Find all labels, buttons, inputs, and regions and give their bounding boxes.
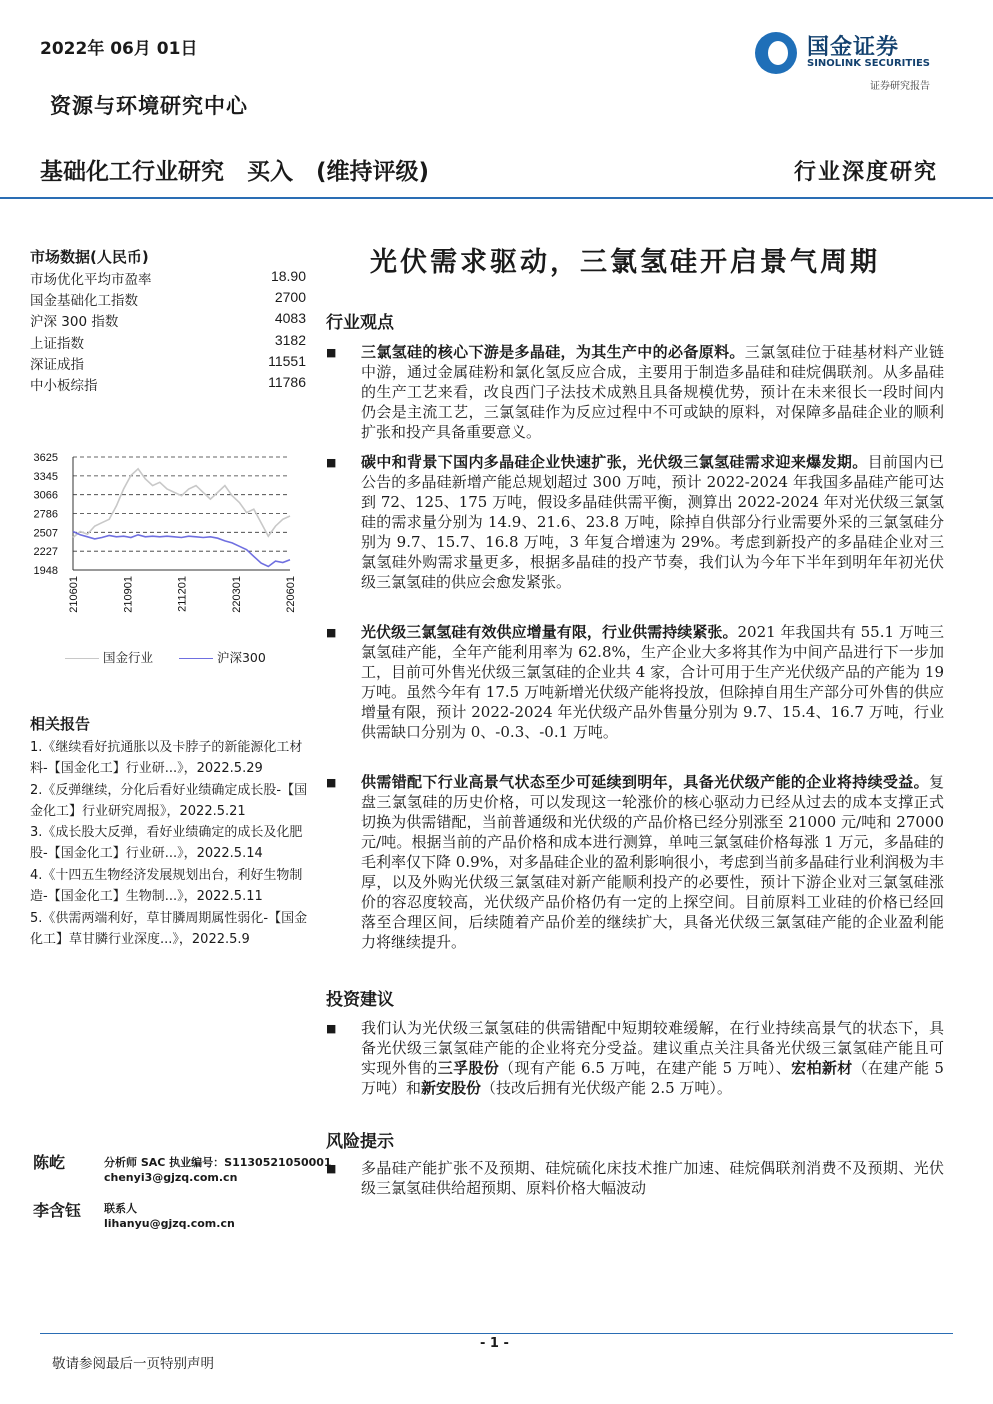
paragraph-body: 目前国内已公告的多晶硅新增产能总规划超过 300 万吨，预计 2022-2024 年我国多晶硅产能可达到 72、125、175 万吨，假设多晶硅供需平衡，测算出 2022-2024 年对光伏级三氯氢硅的需求量分别为 14.9、21.6、23.8 万吨，除掉自供部分行业需要外采的三氯氢硅分别为 9.7、15.7、16.8 万吨，3 年复合增速为 29%。考虑到新投产的多晶硅企业对三氯氢硅外购需求量更多，根据多晶硅的投产节奏，我们认为今年下半年到明年年初光伏级三氯氢硅的供应会愈发紧张。 <box>361 453 944 591</box>
y-tick-label: 3066 <box>33 489 58 502</box>
invest-text: （在建产能 5 万吨）和 <box>361 1059 944 1097</box>
analyst-info <box>104 1155 332 1185</box>
header-divider <box>0 197 993 199</box>
paragraph-lead: 三氯氢硅的核心下游是多晶硅，为其生产中的必备原料。 <box>361 343 745 361</box>
market-value: 3182 <box>274 332 306 348</box>
index-chart <box>28 445 298 620</box>
chart-legend <box>65 648 266 666</box>
market-value: 2700 <box>274 289 306 305</box>
y-tick-label: 2786 <box>33 508 58 521</box>
paragraph-body: 三氯氢硅位于硅基材料产业链中游，通过金属硅粉和氯化氢反应合成，主要用于制造多晶硅和硅烷偶联剂。从多晶硅的生产工艺来看，改良西门子法技术成熟且具备规模优势，预计在未来很长一段时间内仍会是主流工艺，三氯氢硅作为反应过程中不可或缺的原料，对保障多晶硅企业的顺利扩张和投产具备重要意义。 <box>361 343 944 441</box>
legend-swatch-industry <box>65 658 99 659</box>
invest-text: （技改后拥有光伏级产能 2.5 万吨）。 <box>481 1079 732 1097</box>
stock-name: 宏柏新材 <box>791 1059 853 1077</box>
footer-disclaimer: 敬请参阅最后一页特别声明 <box>52 1356 214 1372</box>
industry-rating: 基础化工行业研究 买入 (维持评级) <box>40 159 430 185</box>
y-tick-label: 3625 <box>33 452 58 464</box>
x-tick-label: 210601 <box>68 576 80 613</box>
y-tick-label: 3345 <box>33 470 58 483</box>
market-value: 18.90 <box>270 268 306 284</box>
invest-text: （现有产能 6.5 万吨，在建产能 5 万吨）、 <box>499 1059 792 1077</box>
y-tick-label: 2227 <box>33 546 58 559</box>
series-line-industry <box>73 469 290 538</box>
footer-divider <box>40 1333 953 1334</box>
paragraph-body: 复盘三氯氢硅的历史价格，可以发现这一轮涨价的核心驱动力已经从过去的成本支撑正式切换为供需错配，当前普通级和光伏级的产品价格已经分别涨至 21000 元/吨和 27000 元/吨。根据当前的产品价格和成本进行测算，单吨三氯氢硅价格每涨 1 万元，多晶硅的毛利率仅下降 0.9%，对多晶硅企业的盈利影响很小，考虑到当前多晶硅行业利润极为丰厚，以及外购光伏级三氯氢硅对新产能顺利投产的必要性，预计下游企业对三氯氢硅涨价的容忍度较高，光伏级产品价格仍有一定的上探空间。目前原料工业硅的价格已经回落至合理区间，后续随着产品价差的继续扩大，具备光伏级三氯氢硅产能的企业盈利能力将继续提升。 <box>361 773 944 951</box>
page-number: - 1 - <box>480 1336 509 1351</box>
stock-name: 新安股份 <box>421 1079 482 1097</box>
legend-label-hs300: 沪深300 <box>216 650 266 665</box>
view-paragraph <box>361 772 944 952</box>
x-tick-label: 211201 <box>176 576 189 612</box>
paragraph-body: 2021 年我国共有 55.1 万吨三氯氢硅产能，全年产能利用率为 62.8%，生产企业大多将其作为中间产品进行下一步加工，目前可外售光伏级三氯氢硅的企业共 4 家，合计可用于生产光伏级产品的产能为 19 万吨。虽然今年有 17.5 万吨新增光伏级产能将投放，但除掉自用生产部分可外售的供应增量有限，预计 2022-2024 年光伏级产品外售量分别为 9.7、15.4、16.7 万吨，行业供需缺口分别为 0、-0.3、-0.1 万吨。 <box>361 623 944 741</box>
legend-swatch-hs300 <box>179 658 213 659</box>
legend-label-industry: 国金行业 <box>102 650 153 665</box>
x-tick-label: 220601 <box>285 576 297 613</box>
market-value: 11551 <box>268 353 306 369</box>
bullet-icon: ■ <box>326 626 337 639</box>
logo <box>755 30 945 92</box>
market-row <box>30 289 306 310</box>
view-paragraph <box>361 622 944 742</box>
view-paragraph <box>361 342 944 442</box>
bullet-icon: ■ <box>326 1022 337 1035</box>
paragraph-lead: 碳中和背景下国内多晶硅企业快速扩张，光伏级三氯氢硅需求迎来爆发期。 <box>361 453 868 471</box>
logo-text-en: SINOLINK SECURITIES <box>807 58 930 69</box>
related-reports-title: 相关报告 <box>30 715 91 733</box>
related-report-item[interactable]: 5.《供需两端利好，草甘膦周期属性弱化-【国金化工】草甘膦行业深度...》，2022.5.9 <box>30 911 308 947</box>
related-report-item[interactable]: 2.《反弹继续，分化后看好业绩确定成长股-【国金化工】行业研究周报》，2022.5.21 <box>30 783 308 819</box>
bullet-icon: ■ <box>326 776 337 789</box>
section-heading-invest: 投资建议 <box>326 990 394 1010</box>
market-value: 11786 <box>268 374 306 390</box>
related-report-item[interactable]: 3.《成长股大反弹，看好业绩确定的成长及化肥股-【国金化工】行业研...》，2022.5.14 <box>30 825 303 861</box>
bullet-icon: ■ <box>326 1162 337 1175</box>
market-value: 4083 <box>274 310 306 326</box>
analyst-name: 陈屹 <box>33 1153 66 1172</box>
y-tick-label: 1948 <box>33 565 58 577</box>
series-line-hs300 <box>73 532 290 567</box>
report-date: 2022年 06月 01日 <box>40 39 198 59</box>
market-label: 中小板综指 <box>30 378 98 394</box>
analyst-email[interactable]: chenyi3@gjzq.com.cn <box>104 1171 238 1184</box>
market-row <box>30 353 306 374</box>
view-paragraph <box>361 452 944 592</box>
stock-name: 三孚股份 <box>437 1059 500 1077</box>
risk-paragraph: 多晶硅产能扩张不及预期、硅烷硫化床技术推广加速、硅烷偶联剂消费不及预期、光伏级三氯氢硅供给超预期、原料价格大幅波动 <box>361 1159 944 1197</box>
invest-text: 我们认为光伏级三氯氢硅的供需错配中短期较难缓解，在行业持续高景气的状态下，具备光伏级三氯氢硅产能的企业将充分受益。建议重点关注具备光伏级三氯氢硅产能且可实现外售的 <box>361 1019 944 1077</box>
report-title: 光伏需求驱动，三氯氢硅开启景气周期 <box>370 247 880 278</box>
paragraph-lead: 光伏级三氯氢硅有效供应增量有限，行业供需持续紧张。 <box>361 623 738 641</box>
market-label: 市场优化平均市盈率 <box>30 272 152 288</box>
market-row <box>30 310 306 331</box>
bullet-icon: ■ <box>326 346 337 359</box>
market-row <box>30 268 306 289</box>
market-label: 深证成指 <box>30 357 84 373</box>
analyst-role: 联系人 <box>104 1202 137 1215</box>
analyst-license: 分析师 SAC 执业编号：S1130521050001 <box>104 1156 332 1169</box>
report-type: 行业深度研究 <box>793 159 938 185</box>
section-heading-risk: 风险提示 <box>326 1132 394 1152</box>
y-tick-label: 2507 <box>33 527 58 540</box>
related-report-item[interactable]: 1.《继续看好抗通胀以及卡脖子的新能源化工材料-【国金化工】行业研...》，2022.5.29 <box>30 740 303 776</box>
x-tick-label: 220301 <box>230 576 243 613</box>
market-label: 沪深 300 指数 <box>30 314 119 330</box>
analyst-info <box>104 1201 235 1231</box>
research-center: 资源与环境研究中心 <box>50 93 248 118</box>
market-row <box>30 332 306 353</box>
bullet-icon: ■ <box>326 456 337 469</box>
analyst-name: 李含钰 <box>33 1201 82 1220</box>
market-row <box>30 374 306 395</box>
logo-text-cn: 国金证券 <box>807 35 900 60</box>
logo-mark-icon <box>755 32 797 74</box>
analyst-email[interactable]: lihanyu@gjzq.com.cn <box>104 1217 235 1230</box>
logo-subtitle: 证券研究报告 <box>870 81 930 92</box>
invest-paragraph <box>361 1018 944 1098</box>
related-report-item[interactable]: 4.《十四五生物经济发展规划出台，利好生物制造-【国金化工】生物制...》，2022.5.11 <box>30 868 303 904</box>
paragraph-lead: 供需错配下行业高景气状态至少可延续到明年，具备光伏级产能的企业将持续受益。 <box>361 773 929 791</box>
market-label: 国金基础化工指数 <box>30 293 138 309</box>
market-label: 上证指数 <box>30 336 84 352</box>
x-tick-label: 210901 <box>122 576 135 613</box>
section-heading-view: 行业观点 <box>326 313 394 333</box>
market-data-title: 市场数据(人民币) <box>30 248 149 266</box>
